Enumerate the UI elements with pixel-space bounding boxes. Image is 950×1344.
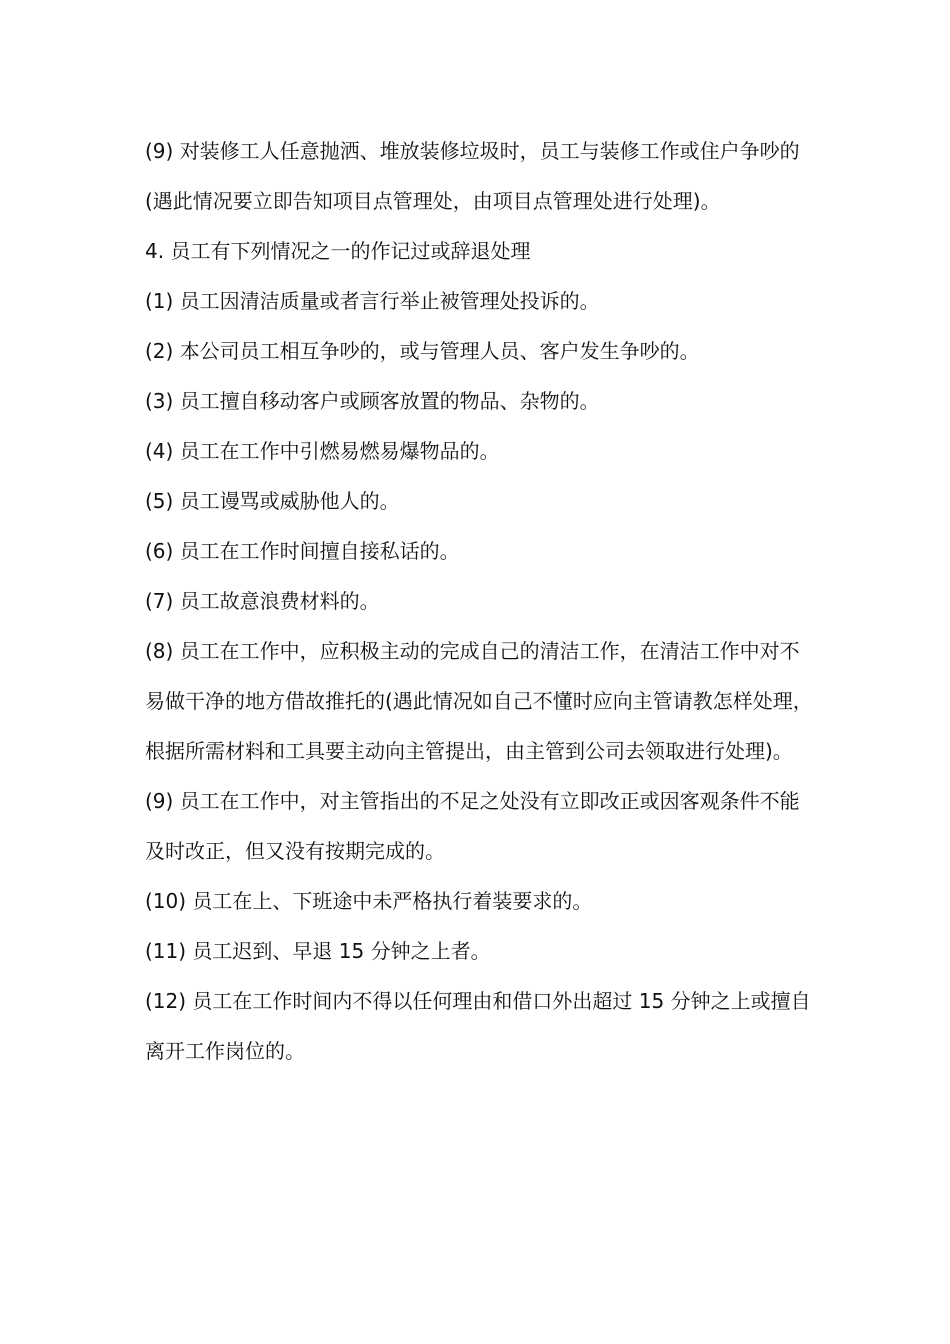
clause-5: (5) 员工谩骂或威胁他人的。 [145,489,400,513]
clause-7: (7) 员工故意浪费材料的。 [145,589,380,613]
clause-2: (2) 本公司员工相互争吵的，或与管理人员、客户发生争吵的。 [145,339,700,363]
clause-3: (3) 员工擅自移动客户或顾客放置的物品、杂物的。 [145,389,600,413]
clause-9-renovation-waste: (9) 对装修工人任意抛洒、堆放装修垃圾时，员工与装修工作或住户争吵的(遇此情况要立即告知项目点管理处，由项目点管理处进行处理)。 [145,139,800,213]
clause-4: (4) 员工在工作中引燃易燃易爆物品的。 [145,439,500,463]
clause-1: (1) 员工因清洁质量或者言行举止被管理处投诉的。 [145,289,600,313]
clause-9: (9) 员工在工作中，对主管指出的不足之处没有立即改正或因客观条件不能及时改正，但又没有按期完成的。 [145,789,800,863]
clause-8: (8) 员工在工作中，应积极主动的完成自己的清洁工作，在清洁工作中对不易做干净的地方借故推托的(遇此情况如自己不懂时应向主管请教怎样处理，根据所需材料和工具要主动向主管提出，由主管到公司去领取进行处理)。 [145,639,813,763]
clause-12: (12) 员工在工作时间内不得以任何理由和借口外出超过 15 分钟之上或擅自离开工作岗位的。 [145,989,811,1063]
document-body [145,126,815,1076]
clause-11: (11) 员工迟到、早退 15 分钟之上者。 [145,939,491,963]
section-4-heading: 4. 员工有下列情况之一的作记过或辞退处理 [145,239,531,263]
clause-6: (6) 员工在工作时间擅自接私话的。 [145,539,460,563]
clause-10: (10) 员工在上、下班途中未严格执行着装要求的。 [145,889,593,913]
